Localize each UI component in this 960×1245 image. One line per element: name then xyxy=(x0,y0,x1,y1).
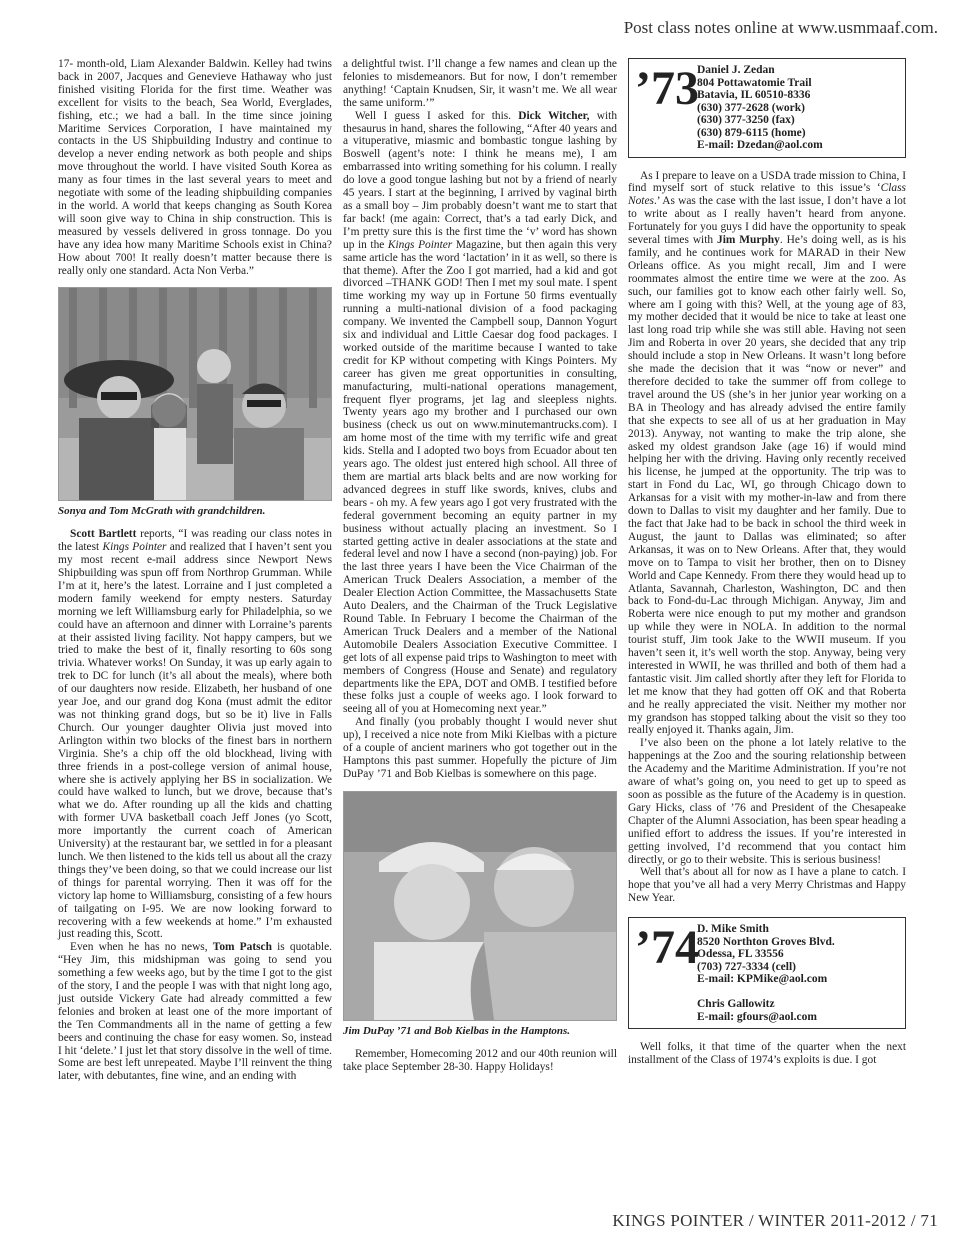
contact-line: Odessa, FL 33556 xyxy=(697,948,784,961)
person-name: Jim Murphy xyxy=(717,234,780,247)
paragraph-text: Well I guess I asked for this. xyxy=(355,109,519,122)
contact-line: E-mail: gfours@aol.com xyxy=(697,1010,817,1023)
person-name: Scott Bartlett xyxy=(70,528,137,541)
class-year: ’74 xyxy=(635,921,699,975)
paragraph: Well folks, it that time of the quarter when the next installment of the Class of 1974’s exploits is due. I got xyxy=(628,1041,906,1067)
photo-caption: Jim DuPay ’71 and Bob Kielbas in the Hamptons. xyxy=(343,1024,571,1037)
paragraph-text: reports, “I was reading our class notes in the latest xyxy=(58,528,333,554)
person-name: Dick Witcher, xyxy=(518,109,590,122)
paragraph: 17- month-old, Liam Alexander Baldwin. Kelley had twins back in 2007, Jacques and Genevieve Hathaway who just finished visiting Florida for the first time. Weather was excellent for visits to the beach, Sea World, Everglades, fishing, etc.; we had a ball. In the time since joining Maritime Services Corporation, I have maintained my contacts in the US Shipbuilding Industry and continue to develop a never ending network as both people and ships move throughout the world. I have visited South Korea as many as four times in the last several years to meet and negotiate with some of the leading shipbuilding companies in the world. A world that keeps changing as South Korea will soon give way to China in ship construction. This is measured by vessels delivered in gross tonnage. Do you have any idea how many Maritime Schools exist in China? How about 700! It really doesn’t matter because there is really only one standard. Acta Non Verba.” xyxy=(58,58,332,277)
contact-line: 804 Pottawatomie Trail xyxy=(697,76,812,89)
paragraph-text: and realized that I haven’t sent you my most recent e-mail address since Newport News Shipbuilding was spun off from Northrop Grumman. While I’m at it, here’s the latest. Lorraine and I just completed a modern family weekend for empty nesters. Saturday morning we left Williamsburg early for Philadelphia, so we could have an afternoon and dinner with Lorraine’s parents at their assisted living facility. Not happy campers, but we tried to make the best of it, finally resorting to 60s song trivia. Whatever works! On Sunday, it was up early again to trek to DC for lunch (it’s all about the meals), where both of our daughters now reside. Elizabeth, her husband of one year Joe, and our grand dog Kona (must admit the editor was not thinking grand dogs, but so be it) live in Falls Church. Our younger daughter Olivia just moved into Arlington within two blocks of the finest bars in northern Virginia. She’s a chip off the old blockhead, living with three friends in a post-college version of animal house, where she is actively applying her BS in socialization. We could have walked to lunch, but we drove, because that’s what we do. After rounding up all the kids and chatting with former UVA basketball coach Jeff Jones (yo Scott, more importantly the current coach of American University) at the restaurant bar, we settled in for a pleasant lunch. We then listened to the kids tell us about all the crazy things they’ve been doing, so that we could increase our list of things for parental worrying. Then it was off for the victory lap home to Williamsburg, consisting of a few hours of tailgating on I-95. We are now looking forward to recovering with a few weekends at home.” I’m exhausted just reading this, Scott. xyxy=(58,541,332,941)
paragraph: Remember, Homecoming 2012 and our 40th reunion will take place September 28-30. Happy Holidays! xyxy=(343,1047,617,1073)
class-1974-contact-box xyxy=(628,917,906,1029)
contact-line: 8520 Northton Groves Blvd. xyxy=(697,935,835,948)
paragraph: And finally (you probably thought I would never shut up), I received a nice note from Miki Kielbas with a picture of a couple of ancient mariners who got together out in the Hamptons this past summer. Hopefully the picture of Jim DuPay ’71 and Bob Kielbas is somewhere on this page. xyxy=(343,716,617,780)
paragraph xyxy=(628,170,906,738)
paragraph xyxy=(58,528,332,941)
paragraph xyxy=(58,941,332,1083)
column-3 xyxy=(628,58,906,1067)
class-1973-contact-box xyxy=(628,58,906,158)
paragraph-text: with thesaurus in hand, shares the following, “After 40 years and a vituperative, miasmic and bombastic tongue lashing by Boswell (agent’s note: I think he means me), I am embarrassed into writing something for his column. I really do love a good tongue lashing but not by a friend of nearly 45 years. I start at the beginning, I arrived by vaginal birth as a small boy – Jim probably doesn’t want me to start that far back! (me again: Correct, that’s a tad early Dick, and I’m pretty sure this is the first time the ‘v’ word has shown up in the xyxy=(343,109,618,251)
photo-mcgrath-image xyxy=(59,288,332,500)
publication-title: Kings Pointer xyxy=(387,238,453,251)
photo-mcgrath xyxy=(58,287,332,501)
column-1 xyxy=(58,58,332,1083)
contact-line: D. Mike Smith xyxy=(697,923,769,936)
section-title: Class Notes xyxy=(628,182,906,208)
paragraph-text: . He’s doing well, as is his family, and he continues work for MARAD in their New Orleans office. As you might recall, Jim and I were roommates almost the entire time we were at the zoo. As such, our families got to know each other fairly well. So, where am I going with this? Well, at the young age of 83, my mother decided that it would be nice to take at least one last long road trip while she was still able. Having not seen Jim and Roberta in over 20 years, she decided that any trip should include a stop in New Orleans. It wasn’t long before she made the decision that it was “now or never” and therefore decided to take the summer off from college to travel around the US (she’s in her junior year working on a BA in Theology and has already advised the entire family that she expects to see all of us at her graduation in May 2013). Anyway, not wanting to make the trip alone, she asked my oldest grandson Jake (age 16) if would mind helping her with the driving. Having only recently received his license, he jumped at the opportunity. The trip was to start in Fond du Lac, WI, go through Chicago down to Arkansas for a visit with my mother-in-law and from there down to Dallas to visit my daughter and her family. Due to the fact that Jake had to be back in school the third week in August, the jaunt to Dallas was eliminated; so after Arkansas, it was on to New Orleans. After that, they would move on to Tampa to visit her brother, then on to Disney World and Cape Kennedy. From there they would head up to Atlanta, Savannah, Charleston, Washington, DC and then back to Fond-du-Lac through Michigan. Anyway, Jim and Roberta were nice enough to put my mother and grandson up while they were in NOLA. In addition to the normal tourist stuff, Jim took Jake to the WWII museum. If you haven’t seen it, it’s well worth the stop. Anyway, being very interested in WWII, he was thrilled and both of them had a fantastic visit. Jim called shortly after they left for Florida to let me know that they had gotten off OK and that Roberta and he really appreciated the visit. Neither my mother nor my grandson has stopped talking about the visit so they too really enjoyed it. Thanks again, Jim. xyxy=(628,234,906,737)
photo-caption: Sonya and Tom McGrath with grandchildren. xyxy=(58,505,266,518)
class-secretary-contact xyxy=(697,923,835,1023)
person-name: Tom Patsch xyxy=(212,941,272,954)
contact-line xyxy=(697,986,835,999)
contact-line: (630) 377-2628 (work) xyxy=(697,101,805,114)
paragraph-text: .’ As was the case with the last issue, I don’t have a lot to write about as I really haven’t heard from anyone. Fortunately for you guys I did have the opportunity to speak several times with xyxy=(628,195,906,247)
class-secretary-contact xyxy=(697,64,823,152)
paragraph xyxy=(343,110,617,717)
contact-line: Batavia, IL 60510-8336 xyxy=(697,89,811,101)
class-year: ’73 xyxy=(635,62,699,115)
publication-title: Kings Pointer xyxy=(102,541,167,554)
contact-line: E-mail: Dzedan@aol.com xyxy=(697,139,823,151)
paragraph: Well that’s about all for now as I have a plane to catch. I hope that you’ve all had a very Merry Christmas and Happy New Year. xyxy=(628,866,906,905)
photo-dupay-kielbas-image xyxy=(344,792,617,1020)
paragraph: I’ve also been on the phone a lot lately relative to the happenings at the Zoo and the souring relationship between the Academy and the Maritime Administration. If you’re not aware of what’s going on, you need to get up to speed as soon as possible as the future of the Academy is in question. Gary Hicks, class of ’76 and President of the Chesapeake Chapter of the Alumni Association, has been spear heading a unified effort to address the issues. If you’re interested in getting involved, I’d recommend that you contact him directly, or go to their website. This is serious business! xyxy=(628,737,906,866)
paragraph: a delightful twist. I’ll change a few names and clean up the felonies to misdemeanors. But for now, I don’t remember anything! ‘Captain Knudsen, Sir, it wasn’t me. We all wear the same uniform.’” xyxy=(343,58,617,109)
paragraph-text: Magazine, but then again this very same article has the word ‘lactation’ in it as well, so there is that theme). After the Zoo I got married, had a kid and got divorced –THANK GOD! Then I met my soul mate. I spent time working my way up in Fortune 50 firms eventually running a multi-national division of a food packaging company. We invented the Campbell soup, Dannon Yogurt six and individual and Little Caesar dog food packages. I worked outside of the maritime because I wanted to take credit for KP without competing with Kings Pointers. My career has given me great opportunities in consulting, manufacturing, multi-national operations management, frequent flyer programs, jet lag and sleepless nights. Twenty years ago my brother and I purchased our own business (check us out on www.minutemantrucks.com). I am home most of the time with my terrific wife and great kids. Stella and I adopted two boys from Ecuador about ten years ago. The oldest just entered high school. All three of them are martial arts black belts and are now working for advanced degrees in stuff like swords, knives, clubs and bears - oh my. A few years ago I got very frustrated with the federal government becoming an equity partner in my business without actually placing an investment. So I started getting active in dealer associations at the state and federal level and now I have a second (non-paying) job. For the last three years I have been the Vice Chairman of the American Truck Dealers Association, a member of the Dealer Election Action Committee, the Massachusetts State Auto Dealers, and the Chairman of the Truck Legislative Round Table. In February I become the Chairman of the American Truck Dealers and a member of the National Automobile Dealers Association Executive Committee. I get lots of all expense paid trips to Washington to meet with members of Congress (House and Senate) and regulatory departments like the EPA, DOT and OMB. I testified before these folks just a couple of weeks ago. I look forward to seeing all of you at Homecoming next year.” xyxy=(343,238,617,716)
contact-line: Daniel J. Zedan xyxy=(697,64,775,76)
contact-line: (703) 727-3334 (cell) xyxy=(697,960,796,973)
paragraph-text: Even when he has no news, xyxy=(70,941,213,954)
page-footer: KINGS POINTER / WINTER 2011-2012 / 71 xyxy=(612,1211,938,1230)
header-note: Post class notes online at www.usmmaaf.com. xyxy=(623,18,938,37)
paragraph-text: As I prepare to leave on a USDA trade mission to China, I find myself sort of stuck relative to this issue’s ‘ xyxy=(628,169,906,195)
photo-dupay-kielbas xyxy=(343,791,617,1021)
contact-line: Chris Gallowitz xyxy=(697,998,775,1011)
paragraph-text: is quotable. “Hey Jim, this midshipman was going to send you something a few weeks ago, but by the time I got to the gist of the story, I and the people I was with that night long ago, just outside Vickery Gate had already committed a few felonies and broken at least one of the more important of the Ten Commandments all in the name of getting a few beers and continuing the chase for easy women. So, instead I hit ‘delete.’ I just let that story dissolve in the well of time. Some are best left unrepeated. Maybe I’ll reinvent the thing later, with debutantes, fine wine, and an ending with xyxy=(58,941,332,1083)
contact-line: (630) 377-3250 (fax) xyxy=(697,114,795,126)
column-2 xyxy=(343,58,617,1073)
contact-line: (630) 879-6115 (home) xyxy=(697,126,806,139)
contact-line: E-mail: KPMike@aol.com xyxy=(697,973,828,986)
